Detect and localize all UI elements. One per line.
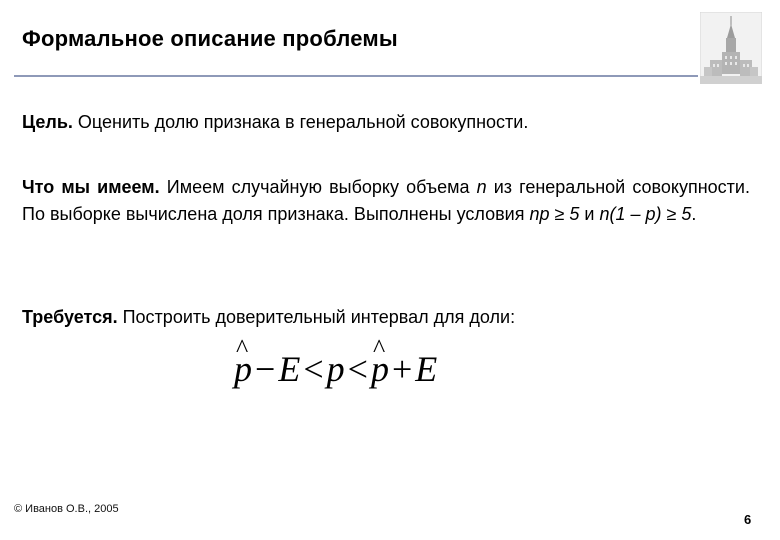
title-divider: [14, 75, 698, 77]
less-than-right: <: [347, 349, 368, 389]
page-number: 6: [744, 512, 752, 527]
required-lead: Требуется.: [22, 307, 118, 327]
required-paragraph: [22, 304, 750, 331]
p-hat-left: ^ p: [234, 348, 252, 390]
margin-e-right: E: [415, 349, 438, 389]
required-text: Построить доверительный интервал для доли:: [117, 307, 516, 327]
goal-text: Оценить долю признака в генеральной совокупности.: [72, 112, 529, 132]
have-text-1: Имеем случайную выборку объема: [159, 177, 477, 197]
condition-np: np ≥ 5: [529, 204, 580, 224]
plus-sign: +: [391, 349, 413, 389]
confidence-interval-formula: [234, 348, 437, 390]
sample-size-symbol: n: [476, 177, 487, 197]
goal-lead: Цель.: [22, 112, 73, 132]
have-text-2: из генеральной совокупности. По выборке вычислена доля признака. Выполнены условия: [22, 177, 750, 224]
p-hat-right: ^ p: [371, 348, 389, 390]
margin-e-left: E: [278, 349, 301, 389]
less-than-left: <: [303, 349, 324, 389]
have-lead: Что мы имеем.: [22, 177, 160, 197]
copyright-footer: © Иванов О.В., 2005: [14, 503, 119, 515]
msu-building-icon: [700, 12, 762, 84]
slide-title: Формальное описание проблемы: [22, 26, 398, 51]
have-paragraph: [22, 174, 750, 228]
goal-paragraph: [22, 109, 750, 136]
have-and: и: [579, 204, 600, 224]
minus-sign: −: [255, 349, 276, 389]
condition-nq: n(1 – p) ≥ 5: [599, 204, 692, 224]
have-end: .: [691, 204, 697, 224]
proportion-p: p: [326, 349, 345, 389]
